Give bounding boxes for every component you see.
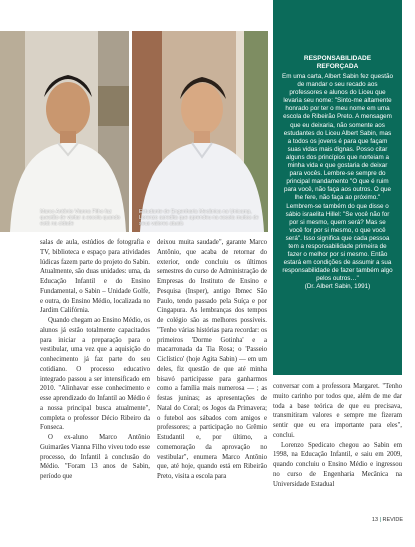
article-column-3 bbox=[273, 382, 402, 489]
footer-separator: | bbox=[378, 517, 383, 523]
article-paragraph: deixou muita saudade", garante Marco Antônio, que acaba de retornar do exterior, onde concluiu os últimos semestres do curso de Administração de Empresas do Instituto de Ensino e Pesquisa (Insper), antigo Ibmec São Paulo, tendo passado pela Suíça e por Cingapura. As lembranças dos tempos de colégio são as melhores possíveis. "Tenho várias histórias para recordar: os primeiros 'Dorme Gotinha' e a macarronada da Tia Rosa; o 'Passeio Ciclístico' (hoje Agita Sabin) — em um deles, fiz questão de que até minha bisavó participasse para ganharmos como a família mais numerosa — ; as festas juninas; as apresentações de Natal do Coral; os Jogos da Primavera; o futebol aos sábados com amigos e professores; a participação no Grêmio Estudantil e, por último, a comemoração da aprovação no vestibular", enumera Marco Antônio que, até hoje, quando está em Ribeirão Preto, visita a escola para bbox=[157, 239, 267, 480]
sidebar-text: Em uma carta, Albert Sabin fez questão de mandar o seu recado aos professores e alunos do Liceu que levaria seu nome: "Sinto-me altamente honrado por ter o meu nome em uma escola de Ribeirão Preto. A mensagem que eu deixaria, não somente aos estudantes do Liceu Albert Sabin, mas a todos os jovens é para que façam suas vidas mais dignas. Posso citar alguns dos princípios que norteiam a minha vida e que gostaria de deixar para vocês. Lembre-se sempre do principal mandamento "O que é ruim para você, não faça aos outros. O que lhe fere, não faça ao próximo." Lembrem-se também do que disse o sábio israelita Hillel: "Se você não for por si mesmo, quem será? Mas se você for por si mesmo, o que você será". Isso significa que cada pessoa tem a responsabilidade primeira de fazer o melhor por si mesmo. Então estará em condições de assumir a sua responsabilidade de fazer também algo pelos outros…" bbox=[282, 73, 393, 283]
article-column-1 bbox=[40, 238, 150, 482]
right-photo-caption: Estudante de Engenharia Mecânica na Unicamp, Lorenzo acredita que aprendeu na escola muitos de seus valores atuais bbox=[139, 209, 259, 227]
sidebar-signature: (Dr. Albert Sabin, 1991) bbox=[304, 283, 371, 291]
article-paragraph: Quando chegam ao Ensino Médio, os alunos já estão totalmente capacitados para iniciar a preparação para o vestibular, uma vez que a aquisição do conhecimento já faz parte do seu cotidiano. O processo educativo integrado passou a ser intensificado em 2010. "Alinhavar esse conhecimento e esse aprendizado do Infantil ao Médio é a nossa principal busca atualmente", completa o professor Décio Ribeiro da Fonseca. bbox=[40, 317, 150, 432]
article-paragraph: salas de aula, estúdios de fotografia e TV, biblioteca e espaço para atividades lúdicas fazem parte do projeto do Sabin. Atualmente, são duas unidades: uma, da Educação Infantil e do Ensino Fundamental, o Sabin – Unidade Golfe, e outra, do Ensino Médio, localizada no Jardim Califórnia. bbox=[40, 239, 150, 315]
magazine-name: REVIDE bbox=[382, 517, 403, 523]
sidebar-title-line2: REFORÇADA bbox=[316, 63, 359, 70]
page-footer bbox=[372, 517, 403, 523]
article-paragraph: O ex-aluno Marco Antônio Guimarães Vianna Filho viveu todo esse processo, do Infantil à conclusão do Médio. "Foram 13 anos de Sabin, período que bbox=[40, 434, 150, 480]
sidebar-title-line1: RESPONSABILIDADE bbox=[303, 55, 372, 62]
left-photo-caption: Marco Antônio Vianna Filho faz questão de visitar a escola quando está na cidade bbox=[40, 209, 121, 227]
sidebar-box bbox=[273, 0, 402, 375]
photo-marco-antonio bbox=[0, 31, 129, 232]
sidebar-title bbox=[273, 55, 402, 71]
article-paragraph: conversar com a professora Margaret. "Tenho muito carinho por todos que, além de me dar toda a base teórica de que eu precisava, transmitiram valores e sempre me fizeram sentir que eu era importante para eles", conclui. bbox=[273, 383, 402, 439]
page-number: 13 bbox=[371, 517, 379, 523]
photo-lorenzo bbox=[132, 31, 268, 232]
article-paragraph: Lorenzo Spedicato chegou ao Sabin em 1998, na Educação Infantil, e saiu em 2009, quando concluiu o Ensino Médio e ingressou no curso de Engenharia Mecânica na Universidade Estadual bbox=[273, 441, 402, 488]
article-column-2 bbox=[157, 238, 267, 482]
